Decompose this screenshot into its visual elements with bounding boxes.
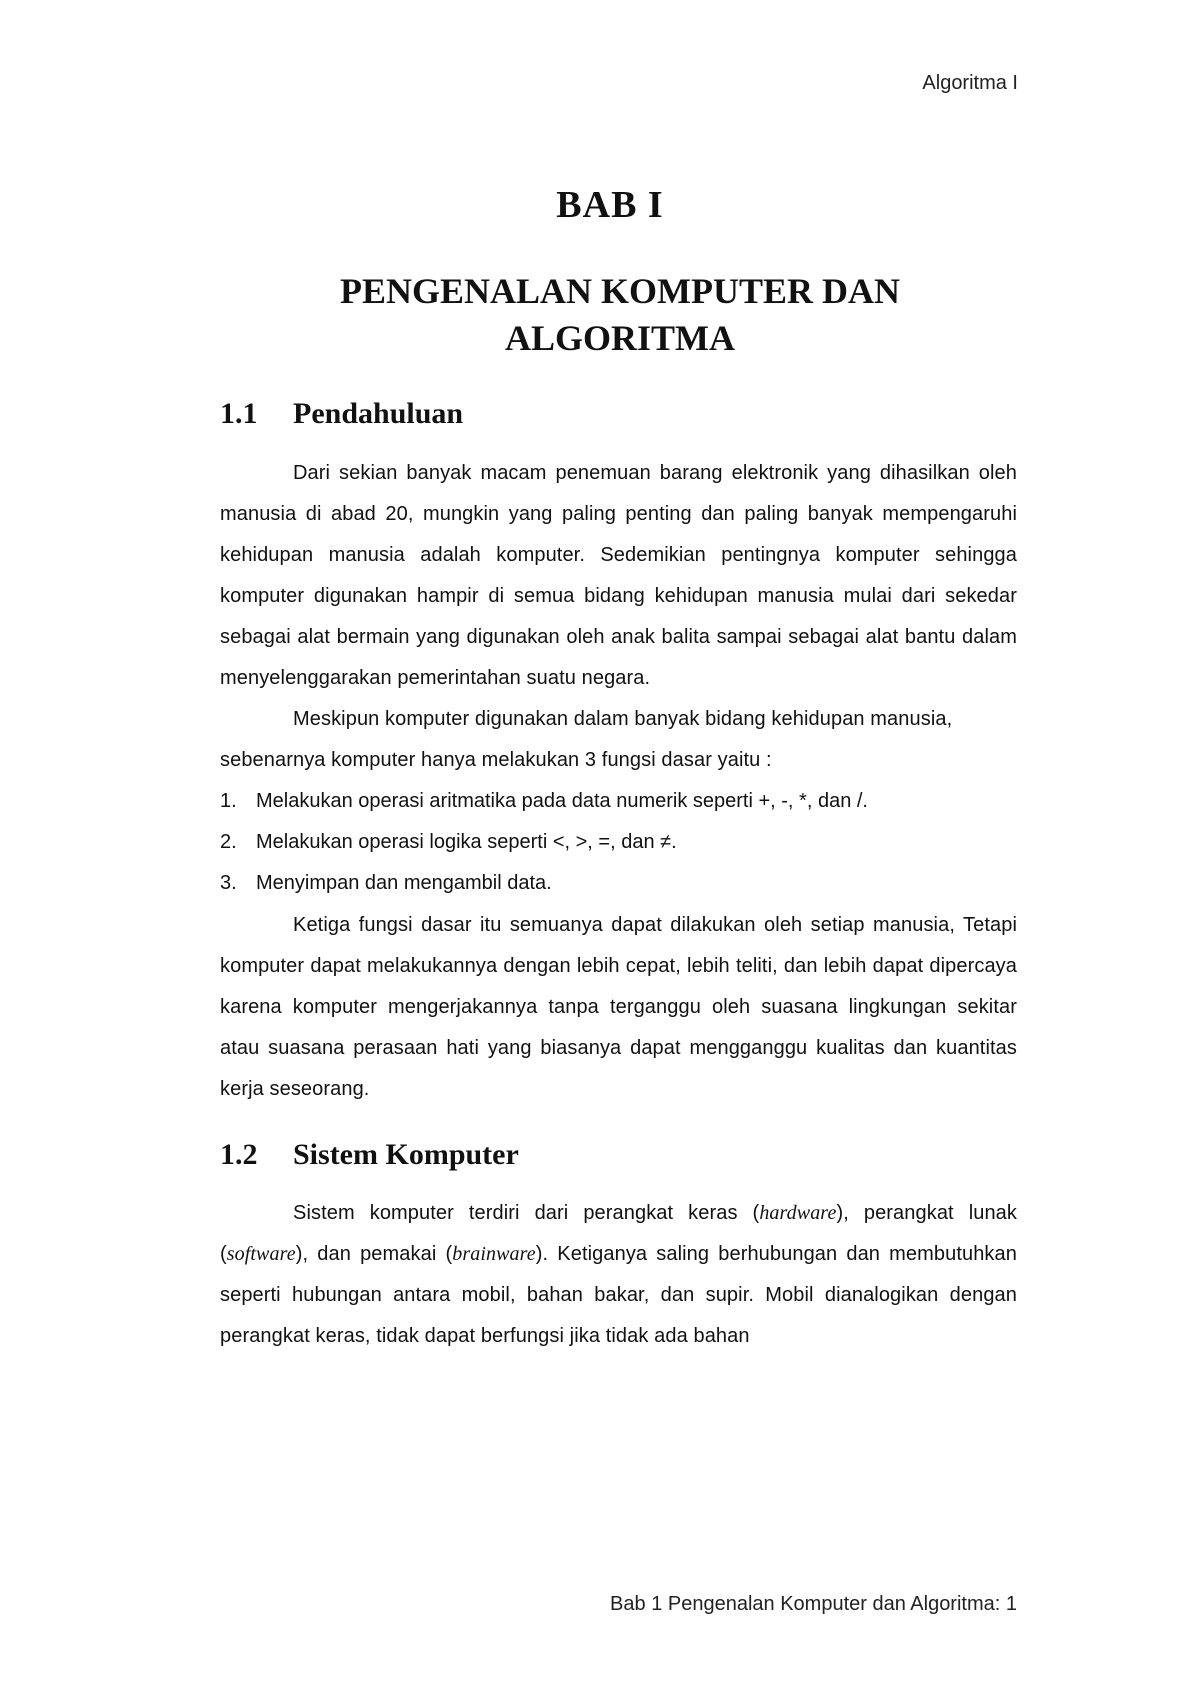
list-item-number: 2.: [220, 831, 237, 853]
chapter-label: BAB I: [556, 184, 664, 226]
text-run: Sistem komputer terdiri dari perangkat keras (: [293, 1202, 760, 1224]
page-footer: Bab 1 Pengenalan Komputer dan Algoritma: 1: [610, 1593, 1017, 1615]
text-run: ), perangkat lunak (: [220, 1202, 1018, 1265]
list-item: [220, 822, 1017, 863]
chapter-title: [200, 268, 1040, 362]
chapter-title-line1: PENGENALAN KOMPUTER DAN: [339, 271, 900, 311]
paragraph: [220, 1193, 1017, 1357]
running-header: Algoritma I: [922, 72, 1018, 94]
chapter-title-line2: ALGORITMA: [504, 318, 735, 358]
paragraph: Ketiga fungsi dasar itu semuanya dapat dilakukan oleh setiap manusia, Tetapi komputer dapat melakukannya dengan lebih cepat, lebih teliti, dan lebih dapat dipercaya karena komputer mengerjakannya tanpa terganggu oleh suasana lingkungan sekitar atau suasana perasaan hati yang biasanya dapat mengganggu kualitas dan kuantitas kerja seseorang.: [220, 914, 1017, 1100]
list-item-text: Melakukan operasi aritmatika pada data numerik seperti +, -, *, dan /.: [256, 790, 868, 812]
section1-paragraph2: [220, 699, 1017, 781]
paragraph: Dari sekian banyak macam penemuan barang elektronik yang dihasilkan oleh manusia di abad 20, mungkin yang paling penting dan paling banyak mempengaruhi kehidupan manusia adalah komputer. Sedemikian pentingnya komputer sehingga komputer digunakan hampir di semua bidang kehidupan manusia mulai dari sekedar sebagai alat bermain yang digunakan oleh anak balita sampai sebagai alat bantu dalam menyelenggarakan pemerintahan suatu negara.: [220, 462, 1017, 689]
term-brainware: brainware: [452, 1243, 536, 1265]
section2-paragraph1: [220, 1193, 1017, 1357]
section-number: 1.2: [220, 1138, 258, 1171]
list-item-text: Melakukan operasi logika seperti <, >, =, dan ≠.: [256, 831, 677, 853]
list-item-number: 1.: [220, 790, 237, 812]
section-title: Sistem Komputer: [293, 1138, 519, 1171]
text-run: ), dan pemakai (: [295, 1243, 453, 1265]
list-item-text: Menyimpan dan mengambil data.: [256, 872, 552, 894]
section-number: 1.1: [220, 397, 258, 430]
text-run: ). Ketiganya saling berhubungan dan membutuhkan seperti hubungan antara mobil, bahan bakar, dan supir. Mobil dianalogikan dengan perangkat keras, tidak dapat berfungsi jika tidak ada bahan: [220, 1243, 1017, 1347]
paragraph-line: sebenarnya komputer hanya melakukan 3 fungsi dasar yaitu :: [220, 749, 772, 771]
paragraph-line: Meskipun komputer digunakan dalam banyak bidang kehidupan manusia,: [293, 708, 953, 730]
list-item: [220, 781, 1017, 822]
section1-paragraph1: [220, 453, 1017, 699]
term-hardware: hardware: [759, 1202, 837, 1224]
section1-paragraph3: [220, 905, 1017, 1110]
term-software: software: [226, 1243, 296, 1265]
section-title: Pendahuluan: [293, 397, 464, 430]
section-heading-1-2: [220, 1138, 519, 1172]
list-item: [220, 863, 1017, 904]
function-list: [220, 781, 1017, 904]
list-item-number: 3.: [220, 872, 237, 894]
section-heading-1-1: [220, 397, 463, 431]
